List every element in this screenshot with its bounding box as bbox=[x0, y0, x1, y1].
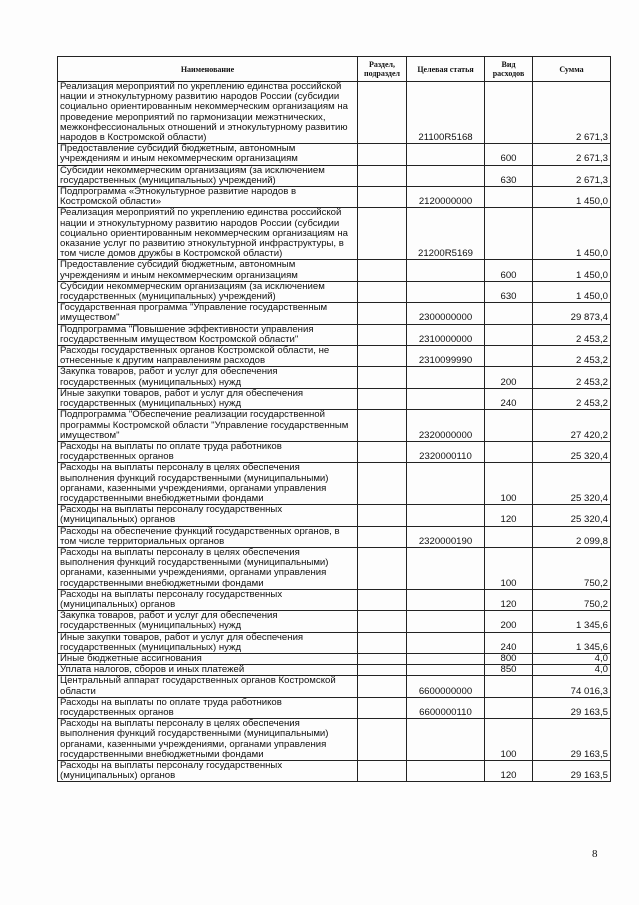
cell-name: Расходы на выплаты персоналу государственных (муниципальных) органов bbox=[58, 761, 358, 782]
table-row bbox=[58, 346, 611, 367]
cell-section bbox=[358, 761, 407, 782]
cell-name: Расходы на выплаты персоналу в целях обеспечения выполнения функций государственными (муниципальными) органами, казенными учреждениями, органами управления государственными внебюджетными фондами bbox=[58, 463, 358, 505]
cell-section bbox=[358, 676, 407, 697]
cell-target: 21100R5168 bbox=[407, 82, 485, 144]
table-row bbox=[58, 505, 611, 526]
cell-amount: 2 671,3 bbox=[533, 82, 611, 144]
cell-expense-type: 120 bbox=[485, 505, 533, 526]
cell-section bbox=[358, 281, 407, 302]
cell-expense-type: 100 bbox=[485, 463, 533, 505]
cell-amount: 2 453,2 bbox=[533, 346, 611, 367]
cell-expense-type: 630 bbox=[485, 165, 533, 186]
cell-name: Расходы на выплаты по оплате труда работников государственных органов bbox=[58, 697, 358, 718]
cell-amount: 4,0 bbox=[533, 653, 611, 664]
table-row bbox=[58, 367, 611, 388]
cell-amount: 1 345,6 bbox=[533, 632, 611, 653]
cell-name: Иные закупки товаров, работ и услуг для обеспечения государственных (муниципальных) нужд bbox=[58, 388, 358, 409]
cell-name: Расходы государственных органов Костромской области, не отнесенные к другим направлениям расходов bbox=[58, 346, 358, 367]
cell-amount: 2 671,3 bbox=[533, 165, 611, 186]
cell-target bbox=[407, 463, 485, 505]
cell-section bbox=[358, 441, 407, 462]
cell-target bbox=[407, 165, 485, 186]
cell-expense-type: 120 bbox=[485, 589, 533, 610]
cell-amount: 2 453,2 bbox=[533, 367, 611, 388]
cell-name: Предоставление субсидий бюджетным, автономным учреждениям и иным некоммерческим организациям bbox=[58, 260, 358, 281]
table-row bbox=[58, 697, 611, 718]
cell-amount: 2 453,2 bbox=[533, 388, 611, 409]
cell-name: Предоставление субсидий бюджетным, автономным учреждениям и иным некоммерческим организациям bbox=[58, 144, 358, 165]
cell-amount: 25 320,4 bbox=[533, 441, 611, 462]
cell-section bbox=[358, 208, 407, 260]
cell-amount: 1 450,0 bbox=[533, 281, 611, 302]
cell-target bbox=[407, 589, 485, 610]
cell-amount: 25 320,4 bbox=[533, 505, 611, 526]
cell-section bbox=[358, 324, 407, 345]
cell-section bbox=[358, 632, 407, 653]
cell-section bbox=[358, 367, 407, 388]
cell-target: 2310099990 bbox=[407, 346, 485, 367]
cell-section bbox=[358, 697, 407, 718]
cell-amount: 74 016,3 bbox=[533, 676, 611, 697]
cell-name: Реализация мероприятий по укреплению единства российской нации и этнокультурному развитию народов России (субсидии социально ориентированным некоммерческим организациям на оказание услуг по развитию этнокультурной инфраструктуры, в том числе домов дружбы в Костромской области) bbox=[58, 208, 358, 260]
cell-amount: 750,2 bbox=[533, 589, 611, 610]
cell-target bbox=[407, 547, 485, 589]
cell-section bbox=[358, 505, 407, 526]
table-row bbox=[58, 676, 611, 697]
cell-section bbox=[358, 665, 407, 676]
cell-section bbox=[358, 653, 407, 664]
table-row bbox=[58, 611, 611, 632]
cell-target bbox=[407, 665, 485, 676]
cell-expense-type bbox=[485, 82, 533, 144]
cell-name: Закупка товаров, работ и услуг для обеспечения государственных (муниципальных) нужд bbox=[58, 611, 358, 632]
cell-expense-type bbox=[485, 324, 533, 345]
cell-expense-type bbox=[485, 697, 533, 718]
cell-section bbox=[358, 410, 407, 442]
cell-target: 2120000000 bbox=[407, 187, 485, 208]
cell-expense-type: 200 bbox=[485, 611, 533, 632]
cell-target bbox=[407, 260, 485, 281]
cell-section bbox=[358, 589, 407, 610]
cell-amount: 2 453,2 bbox=[533, 324, 611, 345]
cell-expense-type: 850 bbox=[485, 665, 533, 676]
table-row bbox=[58, 463, 611, 505]
table-row bbox=[58, 82, 611, 144]
cell-name: Уплата налогов, сборов и иных платежей bbox=[58, 665, 358, 676]
cell-name: Расходы на выплаты персоналу в целях обеспечения выполнения функций государственными (муниципальными) органами, казенными учреждениями, органами управления государственными внебюджетными фондами bbox=[58, 719, 358, 761]
cell-amount: 1 345,6 bbox=[533, 611, 611, 632]
cell-expense-type: 100 bbox=[485, 719, 533, 761]
cell-amount: 2 671,3 bbox=[533, 144, 611, 165]
cell-section bbox=[358, 165, 407, 186]
cell-name: Закупка товаров, работ и услуг для обеспечения государственных (муниципальных) нужд bbox=[58, 367, 358, 388]
cell-target: 6600000000 bbox=[407, 676, 485, 697]
cell-section bbox=[358, 187, 407, 208]
cell-expense-type: 800 bbox=[485, 653, 533, 664]
cell-name: Иные бюджетные ассигнования bbox=[58, 653, 358, 664]
table-row bbox=[58, 547, 611, 589]
cell-target bbox=[407, 611, 485, 632]
cell-name: Расходы на выплаты персоналу государственных (муниципальных) органов bbox=[58, 505, 358, 526]
cell-section bbox=[358, 719, 407, 761]
cell-expense-type: 600 bbox=[485, 144, 533, 165]
cell-expense-type bbox=[485, 441, 533, 462]
cell-section bbox=[358, 346, 407, 367]
table-row bbox=[58, 144, 611, 165]
cell-expense-type: 120 bbox=[485, 761, 533, 782]
cell-expense-type bbox=[485, 187, 533, 208]
cell-expense-type bbox=[485, 526, 533, 547]
cell-target bbox=[407, 761, 485, 782]
table-row bbox=[58, 761, 611, 782]
cell-expense-type: 200 bbox=[485, 367, 533, 388]
table-row bbox=[58, 303, 611, 324]
table-row bbox=[58, 208, 611, 260]
cell-target: 21200R5169 bbox=[407, 208, 485, 260]
cell-name: Подпрограмма "Обеспечение реализации государственной программы Костромской области "Управление государственным имуществом" bbox=[58, 410, 358, 442]
cell-section bbox=[358, 388, 407, 409]
cell-expense-type bbox=[485, 676, 533, 697]
cell-target: 2300000000 bbox=[407, 303, 485, 324]
table-row bbox=[58, 441, 611, 462]
cell-name: Расходы на выплаты по оплате труда работников государственных органов bbox=[58, 441, 358, 462]
table-row bbox=[58, 589, 611, 610]
table-row bbox=[58, 281, 611, 302]
cell-amount: 29 163,5 bbox=[533, 761, 611, 782]
cell-amount: 1 450,0 bbox=[533, 260, 611, 281]
cell-amount: 29 163,5 bbox=[533, 719, 611, 761]
cell-expense-type bbox=[485, 410, 533, 442]
table-row bbox=[58, 632, 611, 653]
cell-amount: 29 873,4 bbox=[533, 303, 611, 324]
table-row bbox=[58, 410, 611, 442]
table-row bbox=[58, 719, 611, 761]
cell-target bbox=[407, 144, 485, 165]
cell-target bbox=[407, 388, 485, 409]
header-name: Наименование bbox=[58, 57, 358, 82]
cell-amount: 25 320,4 bbox=[533, 463, 611, 505]
cell-section bbox=[358, 463, 407, 505]
cell-expense-type bbox=[485, 303, 533, 324]
page-number: 8 bbox=[592, 848, 598, 860]
cell-section bbox=[358, 303, 407, 324]
cell-name: Расходы на обеспечение функций государственных органов, в том числе территориальных органов bbox=[58, 526, 358, 547]
cell-target bbox=[407, 281, 485, 302]
cell-expense-type: 630 bbox=[485, 281, 533, 302]
cell-section bbox=[358, 547, 407, 589]
cell-target bbox=[407, 719, 485, 761]
cell-target: 6600000110 bbox=[407, 697, 485, 718]
cell-target bbox=[407, 632, 485, 653]
cell-section bbox=[358, 260, 407, 281]
cell-name: Субсидии некоммерческим организациям (за исключением государственных (муниципальных) учреждений) bbox=[58, 165, 358, 186]
cell-name: Реализация мероприятий по укреплению единства российской нации и этнокультурному развитию народов России (субсидии социально ориентированным некоммерческим организациям на проведение мероприятий по гармонизации межэтнических, межконфессиональных отношений и этнокультурному развитию народов в Костромской области) bbox=[58, 82, 358, 144]
cell-section bbox=[358, 144, 407, 165]
header-section: Раздел, подраздел bbox=[358, 57, 407, 82]
cell-amount: 29 163,5 bbox=[533, 697, 611, 718]
cell-target: 2310000000 bbox=[407, 324, 485, 345]
cell-expense-type: 240 bbox=[485, 388, 533, 409]
table-row bbox=[58, 388, 611, 409]
cell-amount: 4,0 bbox=[533, 665, 611, 676]
cell-expense-type bbox=[485, 208, 533, 260]
cell-target bbox=[407, 367, 485, 388]
cell-amount: 27 420,2 bbox=[533, 410, 611, 442]
cell-target bbox=[407, 505, 485, 526]
table-row bbox=[58, 653, 611, 664]
cell-name: Центральный аппарат государственных органов Костромской области bbox=[58, 676, 358, 697]
cell-section bbox=[358, 611, 407, 632]
table-row bbox=[58, 665, 611, 676]
cell-amount: 750,2 bbox=[533, 547, 611, 589]
cell-expense-type bbox=[485, 346, 533, 367]
cell-expense-type: 600 bbox=[485, 260, 533, 281]
table-header-row bbox=[58, 57, 611, 82]
header-amount: Сумма bbox=[533, 57, 611, 82]
cell-target: 2320000110 bbox=[407, 441, 485, 462]
cell-section bbox=[358, 82, 407, 144]
cell-target: 2320000000 bbox=[407, 410, 485, 442]
cell-target bbox=[407, 653, 485, 664]
header-expense-type: Вид расходов bbox=[485, 57, 533, 82]
table-row bbox=[58, 324, 611, 345]
cell-section bbox=[358, 526, 407, 547]
cell-amount: 1 450,0 bbox=[533, 187, 611, 208]
cell-name: Иные закупки товаров, работ и услуг для обеспечения государственных (муниципальных) нужд bbox=[58, 632, 358, 653]
cell-name: Подпрограмма «Этнокультурное развитие народов в Костромской области» bbox=[58, 187, 358, 208]
table-row bbox=[58, 260, 611, 281]
cell-amount: 2 099,8 bbox=[533, 526, 611, 547]
cell-name: Расходы на выплаты персоналу в целях обеспечения выполнения функций государственными (муниципальными) органами, казенными учреждениями, органами управления государственными внебюджетными фондами bbox=[58, 547, 358, 589]
table-row bbox=[58, 526, 611, 547]
cell-name: Подпрограмма "Повышение эффективности управления государственным имуществом Костромской области" bbox=[58, 324, 358, 345]
cell-amount: 1 450,0 bbox=[533, 208, 611, 260]
table-row bbox=[58, 187, 611, 208]
cell-name: Субсидии некоммерческим организациям (за исключением государственных (муниципальных) учреждений) bbox=[58, 281, 358, 302]
cell-expense-type: 240 bbox=[485, 632, 533, 653]
cell-name: Государственная программа "Управление государственным имуществом" bbox=[58, 303, 358, 324]
header-target: Целевая статья bbox=[407, 57, 485, 82]
budget-table bbox=[57, 56, 611, 782]
table-row bbox=[58, 165, 611, 186]
cell-expense-type: 100 bbox=[485, 547, 533, 589]
cell-target: 2320000190 bbox=[407, 526, 485, 547]
cell-name: Расходы на выплаты персоналу государственных (муниципальных) органов bbox=[58, 589, 358, 610]
